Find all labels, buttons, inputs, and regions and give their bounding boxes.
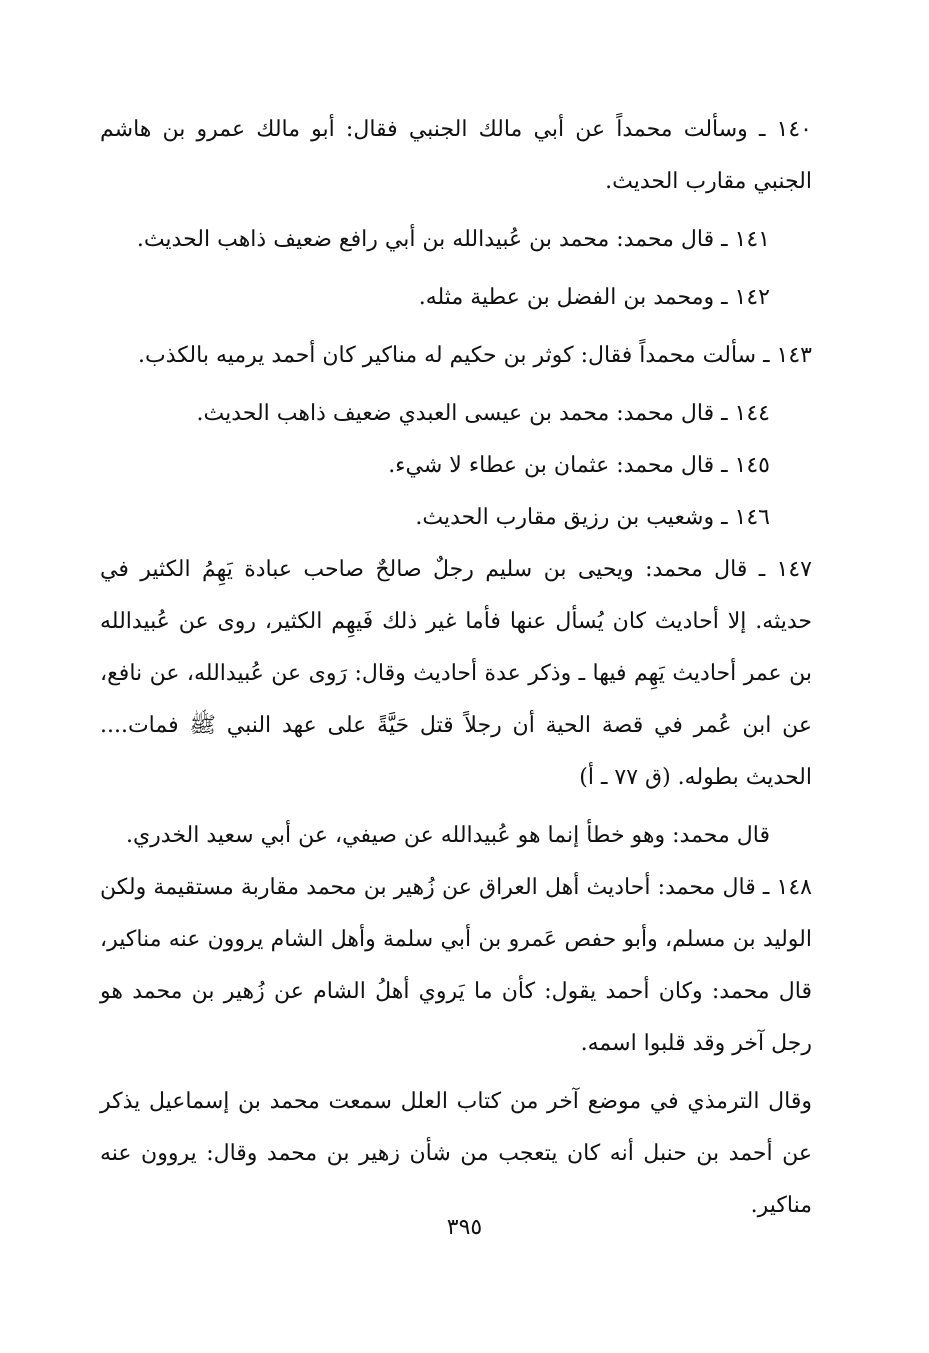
tirmidhi-note: وقال الترمذي في موضع آخر من كتاب العلل سمعت محمد بن إسماعيل يذكر عن أحمد بن حنبل أنه كان يتعجب من شأن زهير بن محمد وقال: يروون عنه مناكير. [100,1089,812,1218]
entry-142: ١٤٢ ـ ومحمد بن الفضل بن عطية مثله. [418,285,770,310]
entry-147-note: قال محمد: وهو خطأ إنما هو عُبيدالله عن صيفي، عن أبي سعيد الخدري. [125,823,770,848]
entry-144: ١٤٤ ـ قال محمد: محمد بن عيسى العبدي ضعيف ذاهب الحديث. [196,401,770,426]
page-number: ٣٩٥ [446,1215,483,1240]
entry-145: ١٤٥ ـ قال محمد: عثمان بن عطاء لا شيء. [388,453,770,478]
entry-146: ١٤٦ ـ وشعيب بن رزيق مقارب الحديث. [415,505,770,530]
entry-148: ١٤٨ ـ قال محمد: أحاديث أهل العراق عن زُهير بن محمد مقاربة مستقيمة ولكن الوليد بن مسلم، وأبو حفص عَمرو بن أبي سلمة وأهل الشام يروون عنه مناكير، قال محمد: وكان أحمد يقول: كأن ما يَروي أهلُ الشام عن زُهير بن محمد هو رجل آخر وقد قلبوا اسمه. [100,875,812,1056]
entry-140: ١٤٠ ـ وسألت محمداً عن أبي مالك الجنبي فقال: أبو مالك عمرو بن هاشم الجنبي مقارب الحديث. [100,117,812,194]
entry-141: ١٤١ ـ قال محمد: محمد بن عُبيدالله بن أبي رافع ضعيف ذاهب الحديث. [136,227,770,252]
page-body-text [100,104,812,1232]
entry-147: ١٤٧ ـ قال محمد: ويحيى بن سليم رجلٌ صالحٌ صاحب عبادة يَهِمُ الكثير في حديثه. إلا أحاديث كان يُسأل عنها فأما غير ذلك فَيهِم الكثير، روى عن عُبيدالله بن عمر أحاديث يَهِم فيها ـ وذكر عدة أحاديث وقال: رَوى عن عُبيدالله، عن نافع، عن ابن عُمر في قصة الحية أن رجلاً قتل حَيَّةً على عهد النبي ﷺ فمات.... الحديث بطوله. (ق ٧٧ ـ أ) [100,557,812,790]
entry-143: ١٤٣ ـ سألت محمداً فقال: كوثر بن حكيم له مناكير كان أحمد يرميه بالكذب. [138,343,812,368]
